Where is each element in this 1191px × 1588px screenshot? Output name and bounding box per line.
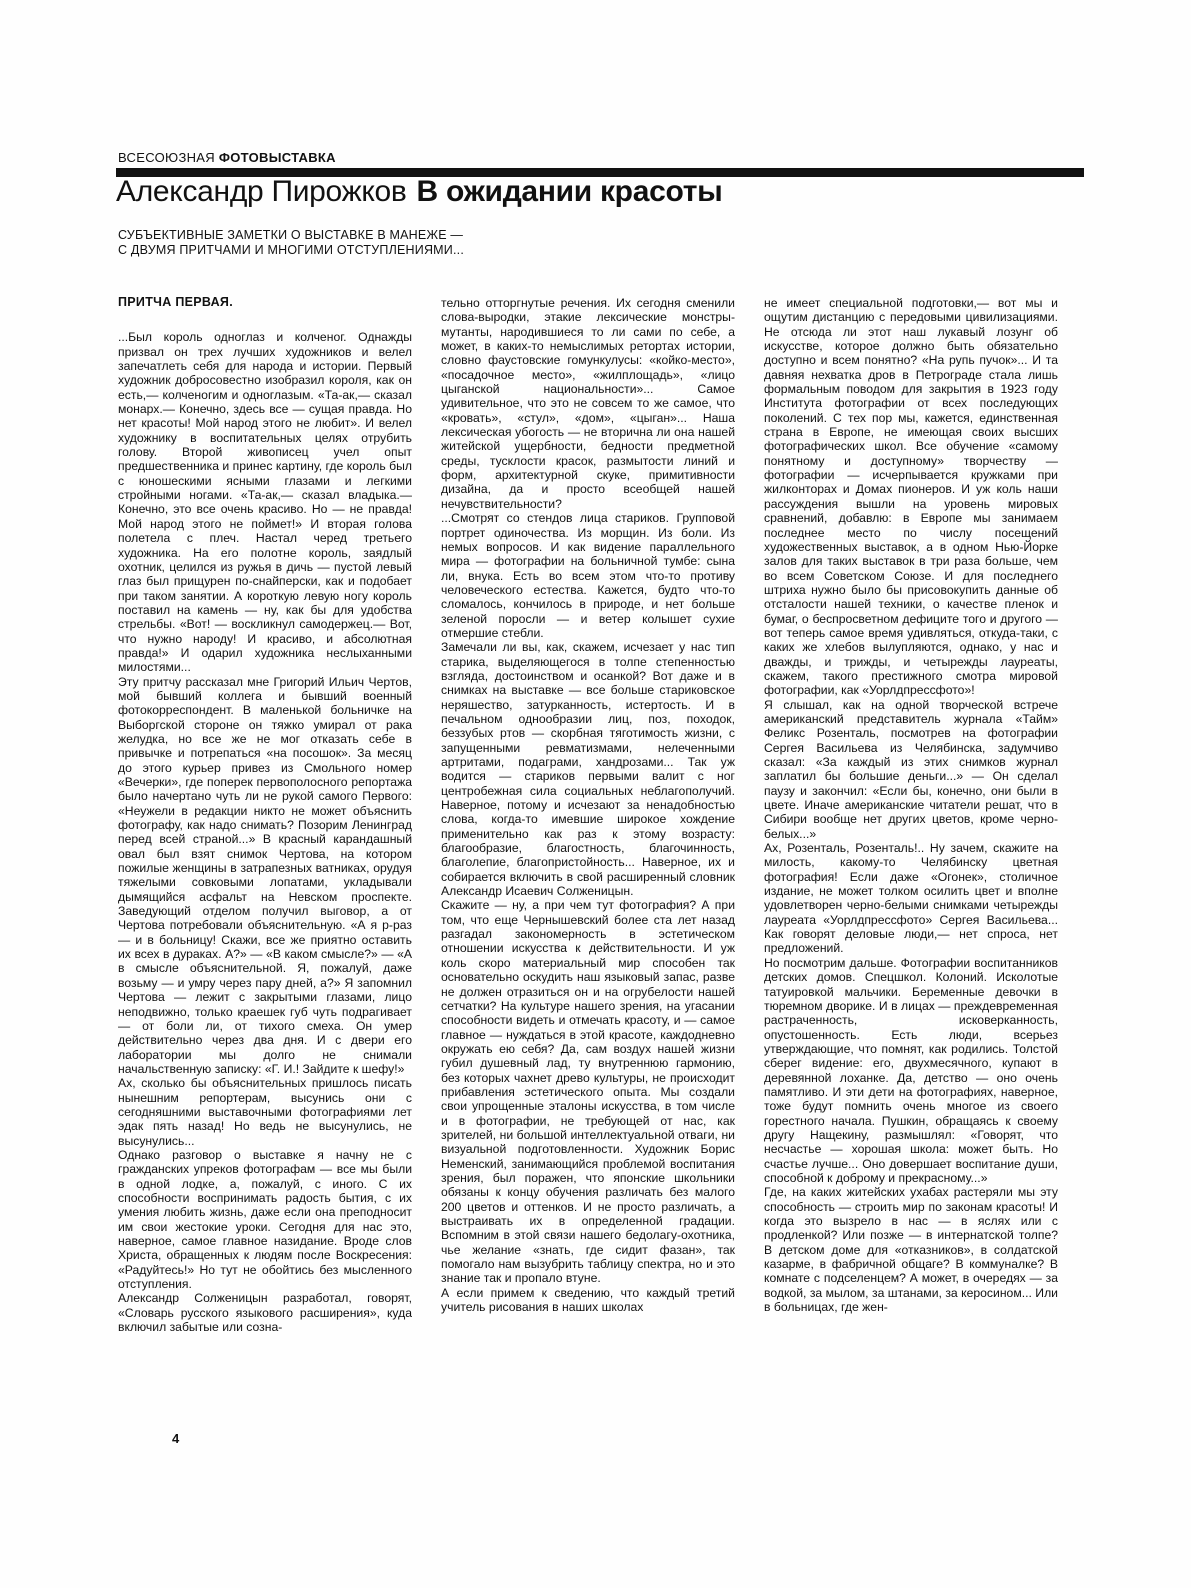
rubric-prefix: ВСЕСОЮЗНАЯ [118, 150, 215, 165]
paragraph: ...Смотрят со стендов лица стариков. Групповой портрет одиночества. Из морщин. Из боли. Из немых вопросов. И как видение параллельного мира — фотографии на больничной тумбе: сына ли, внука. Есть во всем этом что-то противу человеческого естества. Кажется, будто что-то сломалось, кончилось в природе, и нет больше зеленой поросли — и ветер колышет сухие отмершие стебли. [441, 511, 735, 640]
paragraph: Где, на каких житейских ухабах растеряли мы эту способность — строить мир по законам красоты! И когда это вызрело в нас — в яслях или с продленкой? Или позже — в интернатской толпе? В детском доме для «отказников», в солдатской казарме, в фабричной общаге? В коммуналке? В комнате с подселенцем? А может, в очередях — за водкой, за мылом, за штанами, за керосином... Или в больницах, где жен- [764, 1185, 1058, 1315]
paragraph: Скажите — ну, а при чем тут фотография? А при том, что еще Чернышевский более ста лет назад разгадал закономерность в эстетическом отношении искусства к действительности. И уж коль скоро материальный мир способен так основательно оскудить наш языковый запас, разве не должен отразиться он и на огрубелости нашей сетчатки? На культуре нашего зрения, на угасании способности видеть и отмечать красоту, и — самое главное — нуждаться в этой красоте, каждодневно окружать ею себя? Да, сам воздух нашей жизни губил душевный лад, ту внутреннюю гармонию, без которых чахнет древо культуры, не происходит прибавления эстетического опыта. Мы создали свои упрощенные эталоны искусства, в том числе и в фотографии, не требующей от нас, как зрителей, ни большой интеллектуальной отваги, ни визуальной подготовленности. Художник Борис Неменский, занимающийся проблемой воспитания зрения, был поражен, что японские школьники обязаны к концу обучения различать без малого 200 цветов и оттенков. И не просто различать, а выстраивать их в определенной градации. Вспомним в этой связи нашего бедолагу-охотника, чье желание «знать, где сидит фазан», так помогало нам вызубрить таблицу спектра, но и это знание так и пропало втуне. [441, 898, 735, 1286]
paragraph: ...Был король одноглаз и колченог. Однажды призвал он трех лучших художников и велел запечатлеть себя для народа и истории. Первый художник добросовестно изобразил короля, как он есть,— колченогим и одноглазым. «Та-ак,— сказал монарх.— Конечно, здесь все — сущая правда. Но нет красоты! Мой народ этого не любит». И велел художнику в воспитательных целях отрубить голову. Второй живописец учел опыт предшественника и принес картину, где король был с юношескими ясными глазами и легкими стройными ногами. «Та-ак,— сказал владыка.— Конечно, это все очень красиво. Но — не правда! Мой народ этого не поймет!» И вторая голова полетела с плеч. Настал черед третьего художника. На его полотне король, заядлый охотник, целился из ружья в дичь — пустой левый глаз был прищурен по-снайперски, как и подобает при таком занятии. А короткую левую ногу король поставил на камень — ну, как бы для удобства стрельбы. «Вот! — воскликнул самодержец.— Вот, что нужно народу! И красиво, и абсолютная правда!» И одарил художника неслыханными милостями... [118, 330, 412, 675]
section-heading: ПРИТЧА ПЕРВАЯ. [118, 295, 233, 309]
rubric-bold: ФОТОВЫСТАВКА [218, 150, 336, 165]
paragraph: Я слышал, как на одной творческой встрече американский представитель журнала «Тайм» Феликс Розенталь, посмотрев на фотографии Сергея Васильева из Челябинска, задумчиво сказал: «За каждый из этих снимков журнал заплатил бы большие деньги...» — Он сделал паузу и закончил: «Если бы, конечно, они были в цвете. Иначе американские читатели решат, что в Сибири вообще нет других цветов, кроме черно-белых...» [764, 697, 1058, 841]
subtitle-line-1: СУБЪЕКТИВНЫЕ ЗАМЕТКИ О ВЫСТАВКЕ В МАНЕЖЕ — [118, 228, 464, 242]
article-headline [116, 174, 1086, 210]
article-subtitle [118, 228, 818, 258]
paragraph: Однако разговор о выставке я начну не с гражданских упреков фотографам — все мы были в одной лодке, а, пожалуй, с иного. С их способности воспринимать радость бытия, с их умения любить жизнь, даже если она преподносит им свои жестокие уроки. Сегодня для нас это, наверное, самое главное назидание. Вроде слов Христа, обращенных к людям после Воскресения: «Радуйтесь!» Но тут не обойтись без мысленного отступления. [118, 1147, 412, 1292]
text-column-2 [441, 296, 735, 1411]
paragraph: Замечали ли вы, как, скажем, исчезает у нас тип старика, выделяющегося в толпе степенностью взгляда, достоинством и осанкой? Вот даже и в снимках на выставке — все больше стариковское неряшество, затурканность, истертость. И в печальном однообразии лиц, поз, походок, беззубых ртов — скорбная тяготимость жизни, с запущенными ревматизмами, нелеченными артритами, подаграми, хандрозами... Так уж водится — стариков первыми валит с ног центробежная сила социальных неблагополучий. Наверное, потому и исчезают за ненадобностью слова, когда-то имевшие широкое хождение применительно как раз к этому возрасту: благообразие, благостность, благочинность, благолепие, благопристойность... Наверное, их и собирается включить в свой расширенный словник Александр Исаевич Солженицын. [441, 640, 735, 899]
paragraph: Ах, сколько бы объяснительных пришлось писать нынешним репортерам, высунись они с сегодняшними выставочными фотографиями лет эдак пять назад! Но ведь не высунулись, не высунулись... [118, 1076, 412, 1148]
paragraph: Но посмотрим дальше. Фотографии воспитанников детских домов. Спецшкол. Колоний. Исколотые татуировкой мальчики. Беременные девочки в тюремном дворике. И в лицах — преждевременная растраченность, исковерканность, опустошенность. Есть люди, всерьез утверждающие, что помнят, как родились. Толстой сберег видение: его, двухмесячного, купают в деревянной лоханке. Да, детство — оно очень памятливо. И эти дети на фотографиях, наверное, тоже будут помнить очень многое из своего горестного начала. Пушкин, обращаясь к своему другу Нащекину, размышлял: «Говорят, что несчастье — хорошая школа: может быть. Но счастье лучше... Оно довершает воспитание души, способной к доброму и прекрасному...» [764, 955, 1058, 1185]
article-title: В ожидании красоты [416, 175, 723, 208]
page-number: 4 [172, 1431, 180, 1446]
paragraph: не имеет специальной подготовки,— вот мы и ощутим дистанцию с передовыми цивилизациями. Не отсюда ли этот наш лукавый лозунг об искусстве, которое должно быть обязательно доступно и всем понятно? «На рупь пучок»... И та давняя нехватка дров в Петрограде стала лишь формальным поводом для закрытия в 1923 году Института фотографии от всех последующих поколений. С тех пор мы, кажется, единственная страна в Европе, не имеющая своих высших фотографических школ. Все обучение «самому понятному и доступному» творчеству — фотографии — исчерпывается кружками при жилконторах и Домах пионеров. И уж коль наши рассуждения вышли на уровень мировых сравнений, добавлю: в Европе мы занимаем последнее место по числу посещений художественных выставок, а в одном Нью-Йорке залов для таких выставок в три раза больше, чем во всем Советском Союзе. И для последнего штриха нужно было бы присовокупить данные об отсталости нашей техники, о качестве пленок и бумаг, о беспросветном дефиците того и другого — вот теперь самое время удивляться, откуда-таки, с каких же хлебов вылупляются, однако, у нас и дважды, и трижды, и четырежды лауреаты, скажем, такого престижного смотра мировой фотографии, как «Уорлдпрессфото»! [764, 296, 1058, 698]
text-column-3 [764, 296, 1058, 1411]
paragraph: тельно отторгнутые речения. Их сегодня сменили слова-выродки, этакие лексические монстры-мутанты, народившиеся то ли сами по себе, а может, в каких-то немыслимых ретортах истории, словно фаустовские гомункулусы: «койко-место», «посадочное место», «жилплощадь», «лицо цыганской национальности»... Самое удивительное, что это не совсем то же самое, что «кровать», «стул», «дом», «цыган»... Наша лексическая убогость — не вторична ли она нашей житейской ущербности, бедности предметной среды, тусклости красок, размытости линий и форм, архитектурной скуке, примитивности дизайна, да и просто всеобщей нашей нечувствительности? [441, 296, 735, 511]
paragraph: Александр Солженицын разработал, говорят, «Словарь русского языкового расширения», куда включил забытые или созна- [118, 1291, 412, 1335]
text-column-1 [118, 290, 412, 1405]
paragraph: Ах, Розенталь, Розенталь!.. Ну зачем, скажите на милость, какому-то Челябинску цветная фотография! Если даже «Огонек», столичное издание, не может толком осилить цвет и вполне удовлетворен черно-белыми снимками четырежды лауреата «Уорлдпрессфото» Сергея Васильева... Как говорят деловые люди,— нет спроса, нет предложений. [764, 841, 1058, 956]
article-author: Александр Пирожков [116, 175, 407, 208]
subtitle-line-2: С ДВУМЯ ПРИТЧАМИ И МНОГИМИ ОТСТУПЛЕНИЯМИ... [118, 243, 464, 257]
paragraph: Эту притчу рассказал мне Григорий Ильич Чертов, мой бывший коллега и бывший военный фотокорреспондент. В маленькой больничке на Выборгской стороне он тяжко умирал от рака желудка, но все же не мог отказать себе в привычке и потрепаться «на посошок». За месяц до этого курьер привез из Смольного номер «Вечерки», где поперек первополосного репортажа было начертано чуть ли не рукой самого Первого: «Неужели в редакции никто не может объяснить фотографу, как надо снимать? Позорим Ленинград перед всей страной...» В красный карандашный овал был взят снимок Чертова, на котором пожилые женщины в затрапезных ватниках, орудуя тяжелыми совковыми лопатами, укладывали дымящийся асфальт на Невском проспекте. Заведующий отделом получил выговор, а от Чертова потребовали объяснительную. «А я р-раз — и в больницу! Скажи, все же приятно оставить их всех в дураках. А?» — «В каком смысле?» — «А в смысле объяснительной. Я, пожалуй, даже возьму — и умру через пару дней, а?» Я запомнил Чертова — лежит с закрытыми глазами, лицо неподвижно, только краешек губ чуть подрагивает — от боли ли, от тихого смеха. Он умер действительно через два дня. И с двери его лаборатории мы долго не снимали начальственную записку: «Г. И.! Зайдите к шефу!» [118, 674, 412, 1076]
section-rubric [118, 150, 1068, 165]
paragraph: А если примем к сведению, что каждый третий учитель рисования в наших школах [441, 1285, 735, 1315]
